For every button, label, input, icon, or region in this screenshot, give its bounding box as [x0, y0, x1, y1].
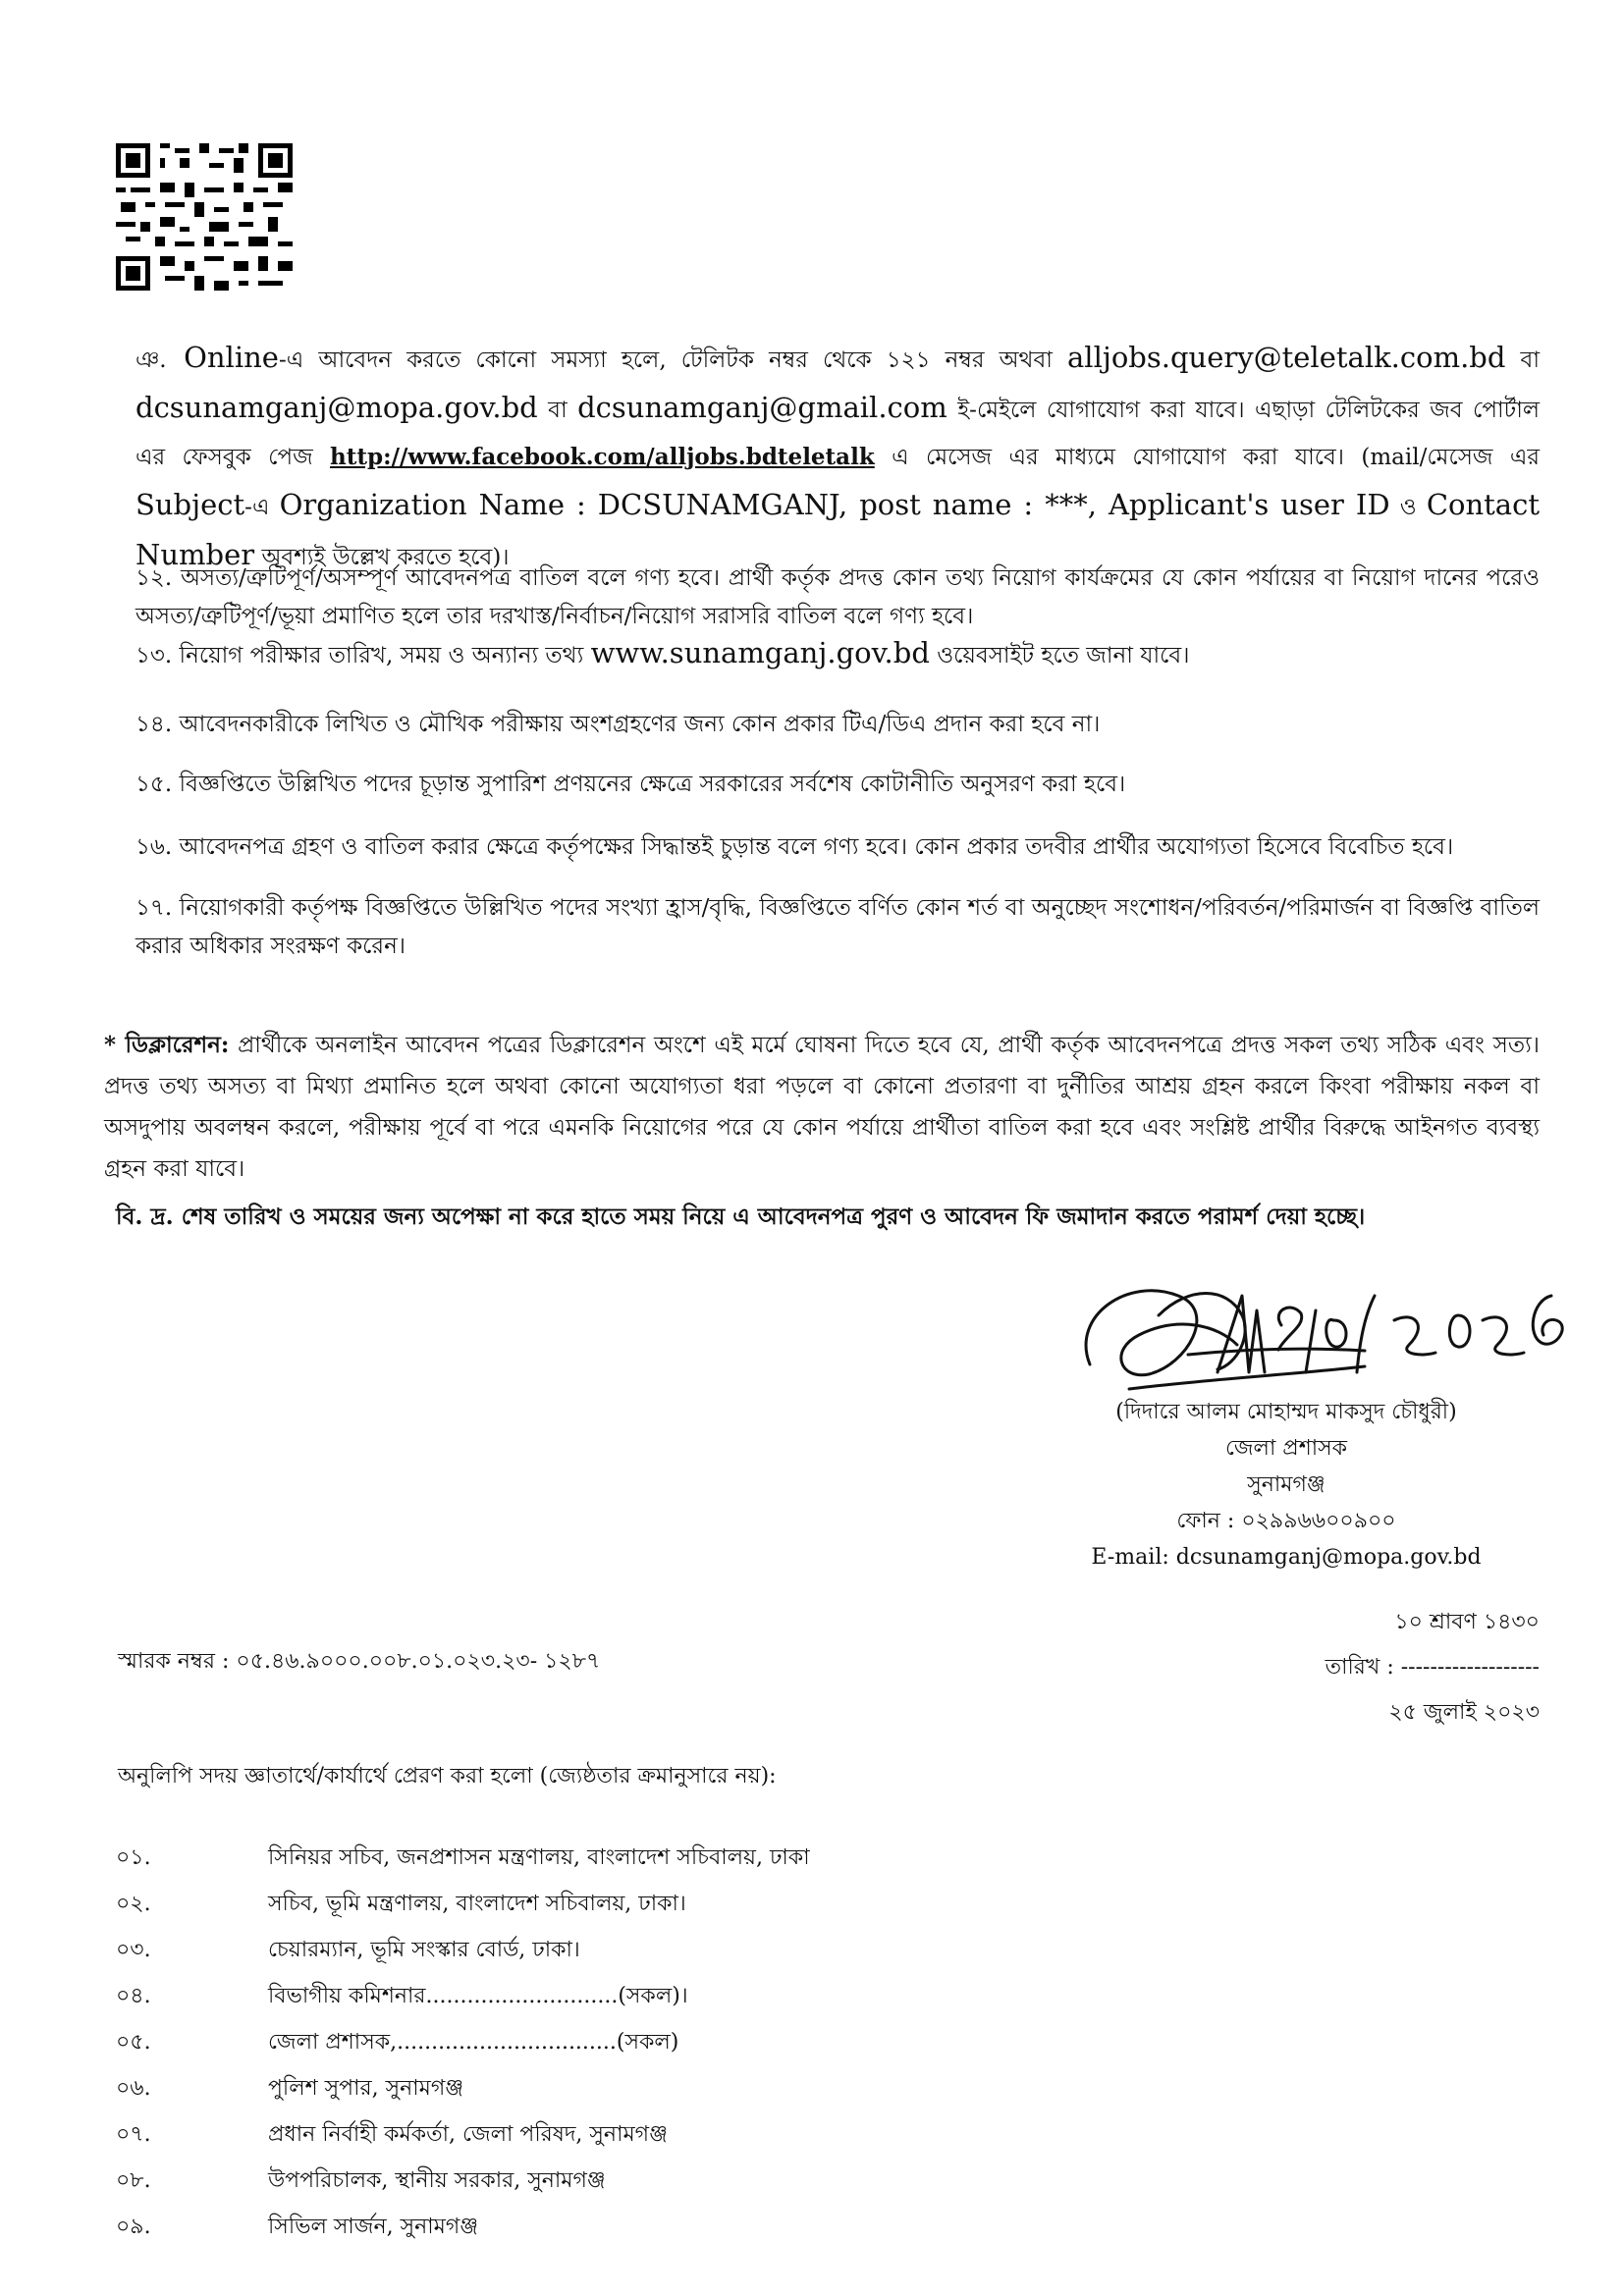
copy-number: ০২.: [116, 1892, 151, 1916]
declaration-lead: * ডিক্লারেশন:: [104, 1032, 230, 1058]
copy-number: ০৭.: [116, 2122, 151, 2147]
copy-heading: অনুলিপি সদয় জ্ঞাতার্থে/কার্যার্থে প্রেরণ করা হলো (জ্যেষ্ঠতার ক্রমানুসারে নয়):: [118, 1764, 777, 1789]
list-item: [116, 2066, 1392, 2112]
copy-recipient: বিভাগীয় কমিশনার............................(সকল)।: [268, 1984, 688, 2008]
item-number: ১৭.: [135, 895, 173, 921]
copy-number: ০৮.: [116, 2168, 151, 2193]
item-number: ১৫.: [135, 772, 173, 797]
copy-number: ০৯.: [116, 2215, 151, 2239]
copy-recipient: প্রধান নির্বাহী কর্মকর্তা, জেলা পরিষদ, সুনামগঞ্জ: [268, 2122, 668, 2147]
copy-recipient: চেয়ারম্যান, ভূমি সংস্কার বোর্ড, ঢাকা।: [268, 1938, 580, 1962]
advisory-note: বি. দ্র. শেষ তারিখ ও সময়ের জন্য অপেক্ষা না করে হাতে সময় নিয়ে এ আবেদনপত্র পুরণ ও আবেদন ফি জমাদান করতে পরামর্শ দেয়া হচ্ছে।: [116, 1203, 1366, 1230]
list-item: [116, 2020, 1392, 2066]
item-text: আবেদনকারীকে লিখিত ও মৌখিক পরীক্ষায় অংশগ্রহণের জন্য কোন প্রকার টিএ/ডিএ প্রদান করা হবে না।: [179, 712, 1101, 737]
copy-recipient: সিভিল সার্জন, সুনামগঞ্জ: [268, 2215, 479, 2239]
list-item: [116, 1882, 1392, 1928]
copy-recipient: পুলিশ সুপার, সুনামগঞ্জ: [268, 2076, 464, 2101]
copy-recipient: সচিব, ভূমি মন্ত্রণালয়, বাংলাদেশ সচিবালয়, ঢাকা।: [268, 1892, 686, 1916]
list-item: [116, 2159, 1392, 2205]
officer-phone: ফোন : ০২৯৯৬৬০০৯০০: [1176, 1509, 1396, 1533]
date-bangla: ১০ শ্রাবণ ১৪৩০: [1394, 1610, 1540, 1634]
list-item: [116, 1974, 1392, 2020]
memo-number: স্মারক নম্বর : ০৫.৪৬.৯০০০.০০৮.০১.০২৩.২৩- ১২৮৭: [118, 1649, 601, 1674]
date-english: ২৫ জুলাই ২০২৩: [1388, 1700, 1540, 1725]
list-item: [116, 1928, 1392, 1974]
item-text: নিয়োগকারী কর্তৃপক্ষ বিজ্ঞপ্তিতে উল্লিখিত পদের সংখ্যা হ্রাস/বৃদ্ধি, বিজ্ঞপ্তিতে বর্ণিত কোন শর্ত বা অনুচ্ছেদ সংশোধন/পরিবর্তন/পরিমার্জন বা বিজ্ঞপ্তি বাতিল করার অধিকার সংরক্ষণ করেন।: [135, 895, 1540, 959]
copy-number: ০১.: [116, 1845, 151, 1870]
instruction-14: [135, 706, 1540, 744]
issue-date: [1267, 1600, 1540, 1735]
instruction-online-help: ঞ. Online-এ আবেদন করতে কোনো সমস্যা হলে, টেলিটক নম্বর থেকে ১২১ নম্বর অথবা alljobs.query@teletalk.com.bd বা dcsunamganj@mopa.gov.bd বা dcsunamganj@gmail.com ই-মেইলে যোগাযোগ করা যাবে। এছাড়া টেলিটকের জব পোর্টাল এর ফেসবুক পেজ http://www.facebook.com/alljobs.bdteletalk এ মেসেজ এর মাধ্যমে যোগাযোগ করা যাবে। (mail/মেসেজ এর Subject-এ Organization Name : DCSUNAMGANJ, post name : ***, Applicant's user ID ও Contact Number অবশ্যই উল্লেখ করতে হবে)।: [135, 334, 1540, 581]
copy-number: ০৩.: [116, 1938, 151, 1962]
instruction-16: [135, 828, 1540, 867]
website-link[interactable]: www.sunamganj.gov.bd: [590, 636, 930, 669]
instruction-17: [135, 889, 1540, 966]
copy-recipient: সিনিয়র সচিব, জনপ্রশাসন মন্ত্রণালয়, বাংলাদেশ সচিবালয়, ঢাকা: [268, 1845, 810, 1870]
list-item: [116, 2112, 1392, 2159]
instruction-12: [135, 560, 1540, 636]
officer-name: (দিদারে আলম মোহাম্মদ মাকসুদ চৌধুরী): [1115, 1400, 1457, 1424]
list-item: [116, 1836, 1392, 1882]
item-number: ১৬.: [135, 834, 173, 860]
item-number: ১২.: [135, 565, 173, 591]
item-text: অসত্য/ত্রুটিপূর্ণ/অসম্পূর্ণ আবেদনপত্র বাতিল বলে গণ্য হবে। প্রার্থী কর্তৃক প্রদত্ত কোন তথ্য নিয়োগ কার্যক্রমের যে কোন পর্যায়ের বা নিয়োগ দানের পরেও অসত্য/ত্রুটিপূর্ণ/ভূয়া প্রমাণিত হলে তার দরখাস্ত/নির্বাচন/নিয়োগ সরাসরি বাতিল বলে গণ্য হবে।: [135, 565, 1540, 629]
copy-number: ০৫.: [116, 2030, 151, 2055]
signature-block: [1070, 1394, 1502, 1575]
dc-email: dcsunamganj@mopa.gov.bd: [135, 391, 538, 424]
copy-recipient: উপপরিচালক, স্থানীয় সরকার, সুনামগঞ্জ: [268, 2168, 606, 2193]
date-label: তারিখ : -------------------: [1325, 1655, 1540, 1680]
copy-number: ০৪.: [116, 1984, 151, 2008]
item-text: বিজ্ঞপ্তিতে উল্লিখিত পদের চূড়ান্ত সুপারিশ প্রণয়নের ক্ষেত্রে সরকারের সর্বশেষ কোটানীতি অনুসরণ করা হবে।: [179, 772, 1126, 797]
instruction-15: [135, 766, 1540, 804]
copy-recipient: জেলা প্রশাসক,................................(সকল): [268, 2030, 679, 2055]
dc-gmail: dcsunamganj@gmail.com: [577, 391, 947, 424]
copy-list: [116, 1836, 1392, 2251]
item-number: ১৩.: [135, 643, 173, 668]
copy-number: ০৬.: [116, 2076, 151, 2101]
teletalk-email: alljobs.query@teletalk.com.bd: [1067, 341, 1506, 374]
officer-email: E-mail: dcsunamganj@mopa.gov.bd: [1091, 1545, 1482, 1570]
officer-designation: জেলা প্রশাসক: [1224, 1436, 1348, 1461]
item-text: আবেদনপত্র গ্রহণ ও বাতিল করার ক্ষেত্রে কর্তৃপক্ষের সিদ্ধান্তই চুড়ান্ত বলে গণ্য হবে। কোন প্রকার তদবীর প্রার্থীর অযোগ্যতা হিসেবে বিবেচিত হবে।: [179, 834, 1454, 860]
qr-code-icon: [116, 143, 293, 291]
declaration-paragraph: [104, 1025, 1540, 1190]
item-number: ঞ.: [135, 347, 167, 373]
facebook-page-link[interactable]: http://www.facebook.com/alljobs.bdteletalk: [330, 444, 875, 470]
signature-icon: [1070, 1256, 1581, 1414]
declaration-text: প্রার্থীকে অনলাইন আবেদন পত্রের ডিক্লারেশন অংশে এই মর্মে ঘোষনা দিতে হবে যে, প্রার্থী কর্তৃক আবেদনপত্রে প্রদত্ত সকল তথ্য সঠিক এবং সত্য। প্রদত্ত তথ্য অসত্য বা মিথ্যা প্রমানিত হলে অথবা কোনো অযোগ্যতা ধরা পড়লে বা কোনো প্রতারণা বা দুর্নীতির আশ্রয় গ্রহন করলে কিংবা পরীক্ষায় নকল বা অসদুপায় অবলম্বন করলে, পরীক্ষায় পূর্বে বা পরে এমনকি নিয়োগের পরে যে কোন পর্যায়ে প্রার্থীতা বাতিল করা হবে এবং সংশ্লিষ্ট প্রার্থীর বিরুদ্ধে আইনগত ব্যবস্থ্য গ্রহন করা যাবে।: [104, 1033, 1540, 1182]
officer-district: সুনামগঞ্জ: [1247, 1472, 1325, 1497]
list-item: [116, 2205, 1392, 2251]
instruction-13: ১৩. নিয়োগ পরীক্ষার তারিখ, সময় ও অন্যান্য তথ্য www.sunamganj.gov.bd ওয়েবসাইট হতে জানা যাবে।: [135, 634, 1540, 675]
item-number: ১৪.: [135, 712, 173, 737]
